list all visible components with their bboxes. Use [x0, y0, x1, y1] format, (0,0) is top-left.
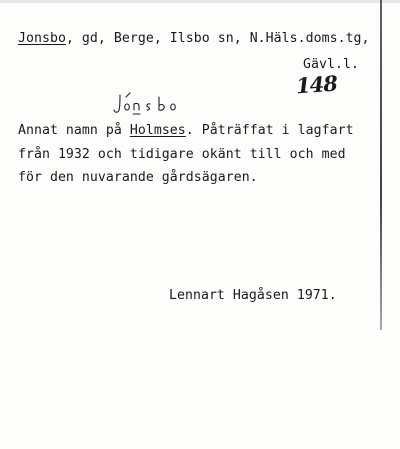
- body-line-2: från 1932 och tidigare okänt till och med: [18, 147, 346, 162]
- body-line-3: för den nuvarande gårdsägaren.: [18, 170, 258, 185]
- handwritten-name-strokes: [112, 91, 204, 117]
- body-line-1-end: . Påträffat i lagfart: [185, 123, 354, 138]
- card-right-edge: [380, 0, 382, 330]
- alt-name-holmses: Holmses: [129, 123, 186, 138]
- body-line-1-start: Annat namn på: [18, 123, 130, 138]
- card-top-edge: [0, 0, 400, 3]
- body-line-1: [18, 124, 354, 137]
- signature: Lennart Hagåsen 1971.: [169, 288, 337, 303]
- header-line: [18, 32, 370, 45]
- header-location: , gd, Berge, Ilsbo sn, N.Häls.doms.tg,: [65, 31, 370, 46]
- handwritten-number: 148: [295, 70, 338, 99]
- header-district: Gävl.l.: [303, 57, 359, 72]
- handwritten-name: [92, 72, 184, 98]
- place-name: Jonsbo: [18, 31, 66, 46]
